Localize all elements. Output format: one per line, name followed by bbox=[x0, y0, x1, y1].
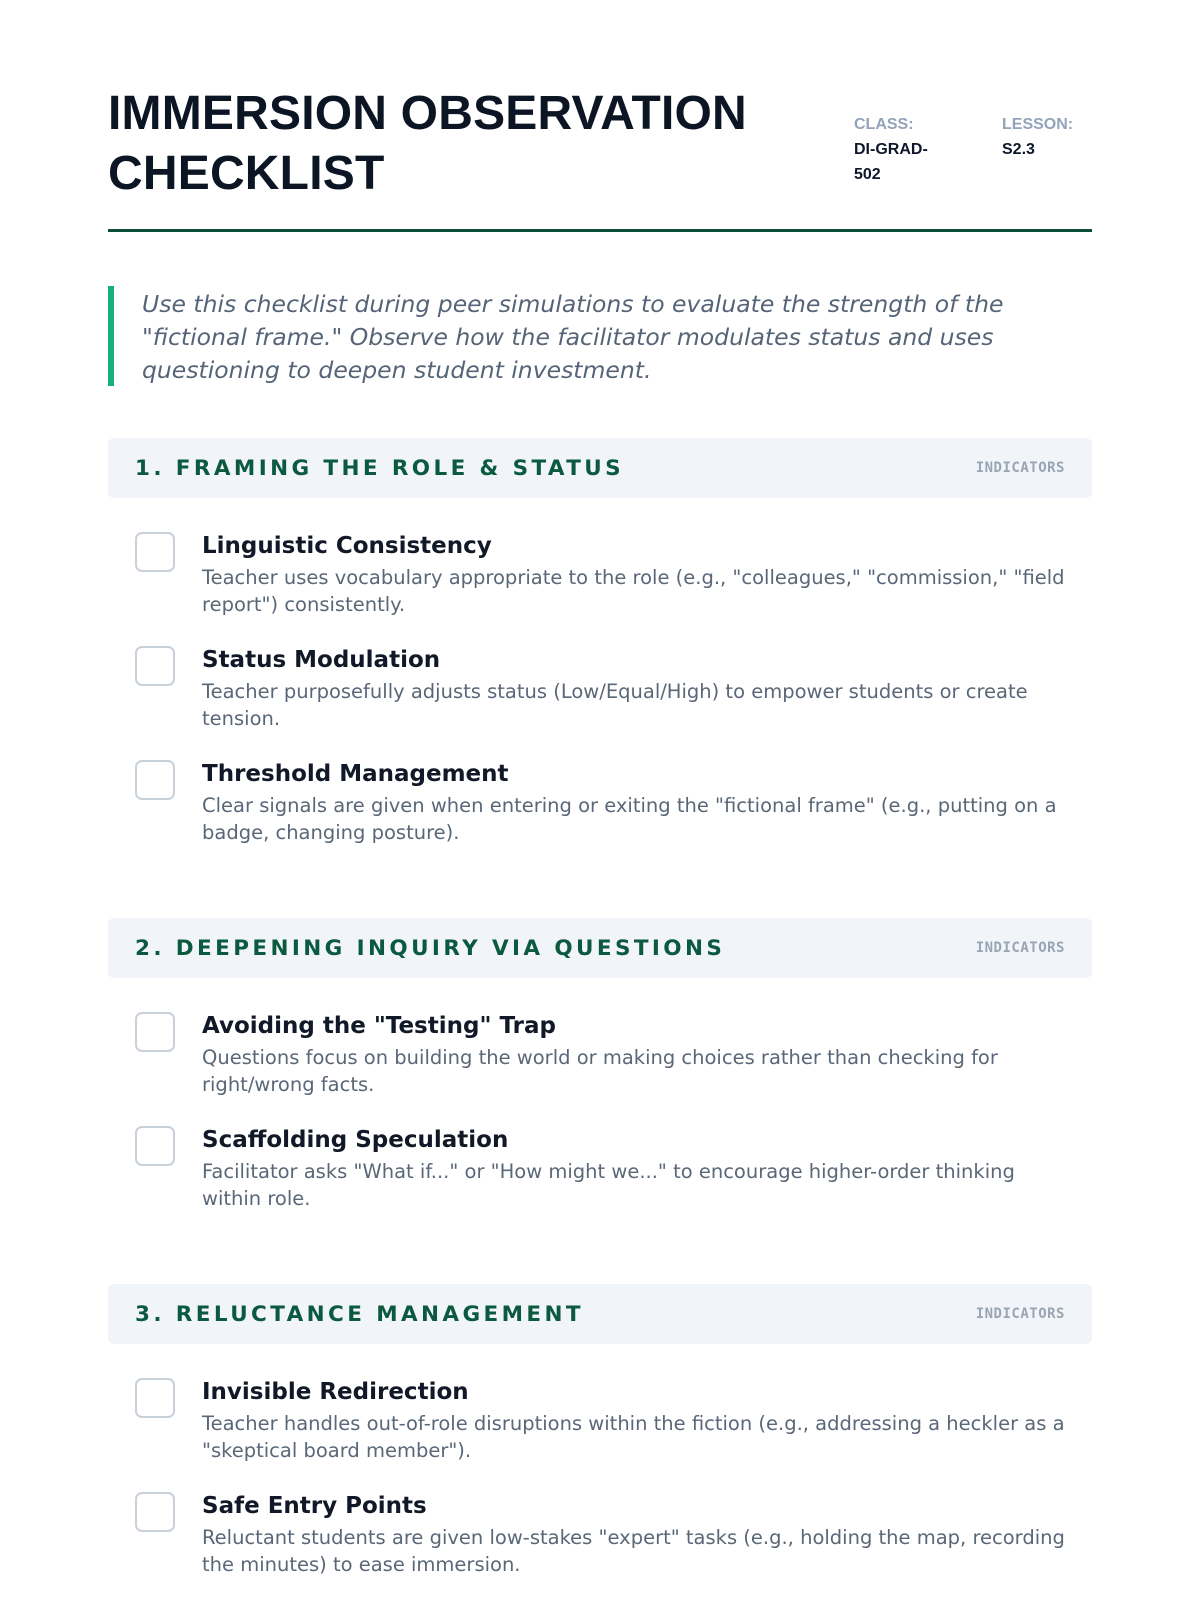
section-framing bbox=[108, 438, 1092, 874]
document-meta bbox=[854, 112, 1084, 187]
lesson-label: LESSON: bbox=[1002, 116, 1074, 133]
class-meta bbox=[854, 112, 936, 187]
checkbox[interactable] bbox=[135, 1012, 175, 1052]
section-header bbox=[108, 918, 1092, 978]
item-description: Reluctant students are given low-stakes "expert" tasks (e.g., holding the map, recording the minutes) to ease immersion. bbox=[202, 1526, 1065, 1576]
checklist-items bbox=[108, 498, 1092, 874]
checklist-item bbox=[108, 532, 1092, 646]
checklist-item bbox=[108, 1126, 1092, 1240]
section-inquiry bbox=[108, 918, 1092, 1240]
page-title: IMMERSION OBSERVATION CHECKLIST bbox=[108, 87, 747, 200]
class-value: DI-GRAD-502 bbox=[854, 141, 928, 183]
item-title: Status Modulation bbox=[202, 647, 441, 673]
item-title: Safe Entry Points bbox=[202, 1493, 427, 1519]
item-title: Invisible Redirection bbox=[202, 1379, 469, 1405]
checkbox[interactable] bbox=[135, 1492, 175, 1532]
item-description: Teacher uses vocabulary appropriate to the role (e.g., "colleagues," "commission," "field report") consistently. bbox=[202, 566, 1065, 616]
section-title: 3. RELUCTANCE MANAGEMENT bbox=[135, 1301, 584, 1327]
checklist-items bbox=[108, 1344, 1092, 1600]
checkbox[interactable] bbox=[135, 760, 175, 800]
intro-callout bbox=[108, 286, 1092, 386]
lesson-value: S2.3 bbox=[1002, 141, 1035, 158]
item-body bbox=[202, 646, 1072, 732]
section-tag: INDICATORS bbox=[975, 460, 1065, 476]
item-title: Linguistic Consistency bbox=[202, 533, 492, 559]
item-title: Avoiding the "Testing" Trap bbox=[202, 1013, 556, 1039]
section-tag: INDICATORS bbox=[975, 1306, 1065, 1322]
lesson-meta bbox=[1002, 112, 1084, 187]
checklist-item bbox=[108, 1378, 1092, 1492]
item-body bbox=[202, 760, 1072, 846]
checklist-item bbox=[108, 646, 1092, 760]
item-title: Threshold Management bbox=[202, 761, 509, 787]
item-body bbox=[202, 532, 1072, 618]
checklist-item bbox=[108, 1012, 1092, 1126]
item-body bbox=[202, 1012, 1072, 1098]
section-reluctance bbox=[108, 1284, 1092, 1600]
section-title: 1. FRAMING THE ROLE & STATUS bbox=[135, 455, 625, 481]
section-tag: INDICATORS bbox=[975, 940, 1065, 956]
item-description: Questions focus on building the world or making choices rather than checking for right/wrong facts. bbox=[202, 1046, 998, 1096]
item-body bbox=[202, 1378, 1072, 1464]
item-body bbox=[202, 1126, 1072, 1212]
class-label: CLASS: bbox=[854, 116, 914, 133]
item-description: Facilitator asks "What if..." or "How might we..." to encourage higher-order thinking within role. bbox=[202, 1160, 1015, 1210]
checkbox[interactable] bbox=[135, 532, 175, 572]
checklist-items bbox=[108, 978, 1092, 1240]
checkbox[interactable] bbox=[135, 646, 175, 686]
checkbox[interactable] bbox=[135, 1126, 175, 1166]
section-header bbox=[108, 438, 1092, 498]
item-description: Teacher purposefully adjusts status (Low/Equal/High) to empower students or create tension. bbox=[202, 680, 1028, 730]
checkbox[interactable] bbox=[135, 1378, 175, 1418]
item-description: Clear signals are given when entering or exiting the "fictional frame" (e.g., putting on a badge, changing posture). bbox=[202, 794, 1057, 844]
item-description: Teacher handles out-of-role disruptions within the fiction (e.g., addressing a heckler as a "skeptical board member"). bbox=[202, 1412, 1065, 1462]
item-title: Scaffolding Speculation bbox=[202, 1127, 509, 1153]
checklist-item bbox=[108, 1492, 1092, 1600]
document-header bbox=[108, 84, 1092, 232]
section-header bbox=[108, 1284, 1092, 1344]
item-body bbox=[202, 1492, 1072, 1578]
checklist-item bbox=[108, 760, 1092, 874]
section-title: 2. DEEPENING INQUIRY VIA QUESTIONS bbox=[135, 935, 726, 961]
intro-text: Use this checklist during peer simulations to evaluate the strength of the "fictional frame." Observe how the facilitator modulates status and uses questioning to deepen student investment. bbox=[142, 290, 1004, 384]
